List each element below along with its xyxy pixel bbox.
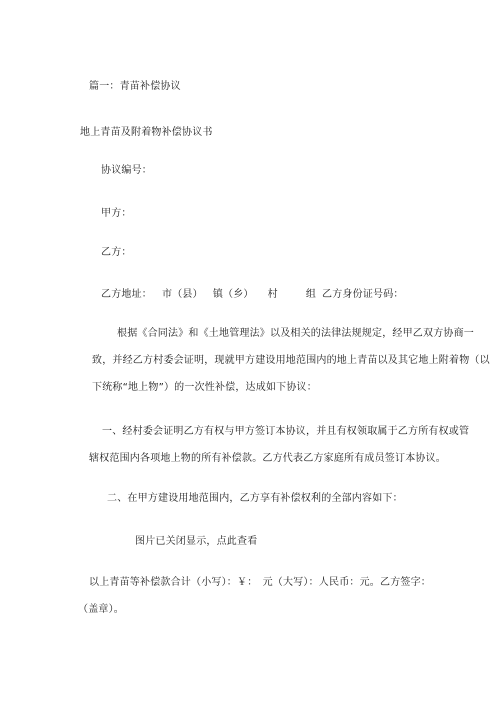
- document-heading: 篇一：青苗补偿协议: [89, 81, 181, 92]
- paragraph-basis-line-2: 致，并经乙方村委会证明，现就甲方建设用地范围内的地上青苗以及其它地上附着物（以: [92, 355, 490, 366]
- address-group: 组: [305, 289, 317, 300]
- image-hidden-link[interactable]: 图片已关闭显示，点此查看: [135, 536, 258, 547]
- address-town: 镇（乡）: [212, 289, 254, 300]
- clause-one-line-2: 辖权范围内各项地上物的所有补偿款。乙方代表乙方家庭所有成员签订本协议。: [89, 453, 446, 464]
- id-number-label: 乙方身份证号码：: [322, 289, 404, 300]
- paragraph-basis-line-1: 根据《合同法》和《土地管理法》以及相关的法律法规规定，经甲乙双方协商一: [117, 328, 474, 339]
- party-a-label: 甲方：: [101, 208, 132, 219]
- address-label: 乙方地址：: [101, 289, 152, 300]
- address-village: 村: [267, 289, 278, 300]
- party-b-label: 乙方：: [101, 247, 132, 258]
- clause-one-line-1: 一、经村委会证明乙方有权与甲方签订本协议，并且有权领取属于乙方所有权或管: [102, 426, 470, 437]
- total-compensation-line-1: 以上青苗等补偿款合计（小写）：￥： 元（大写）：人民币：元。乙方签字：: [89, 577, 431, 588]
- address-city: 市（县）: [162, 289, 203, 300]
- clause-two: 二、在甲方建设用地范围内，乙方享有补偿权利的全部内容如下：: [107, 493, 403, 504]
- paragraph-basis-line-3: 下统称“地上物”）的一次性补偿，达成如下协议：: [92, 382, 317, 393]
- party-b-address-row: [101, 288, 404, 302]
- total-compensation-line-2: （盖章）。: [78, 604, 124, 615]
- document-title: 地上青苗及附着物补偿协议书: [80, 127, 213, 138]
- agreement-number-label: 协议编号：: [101, 165, 152, 176]
